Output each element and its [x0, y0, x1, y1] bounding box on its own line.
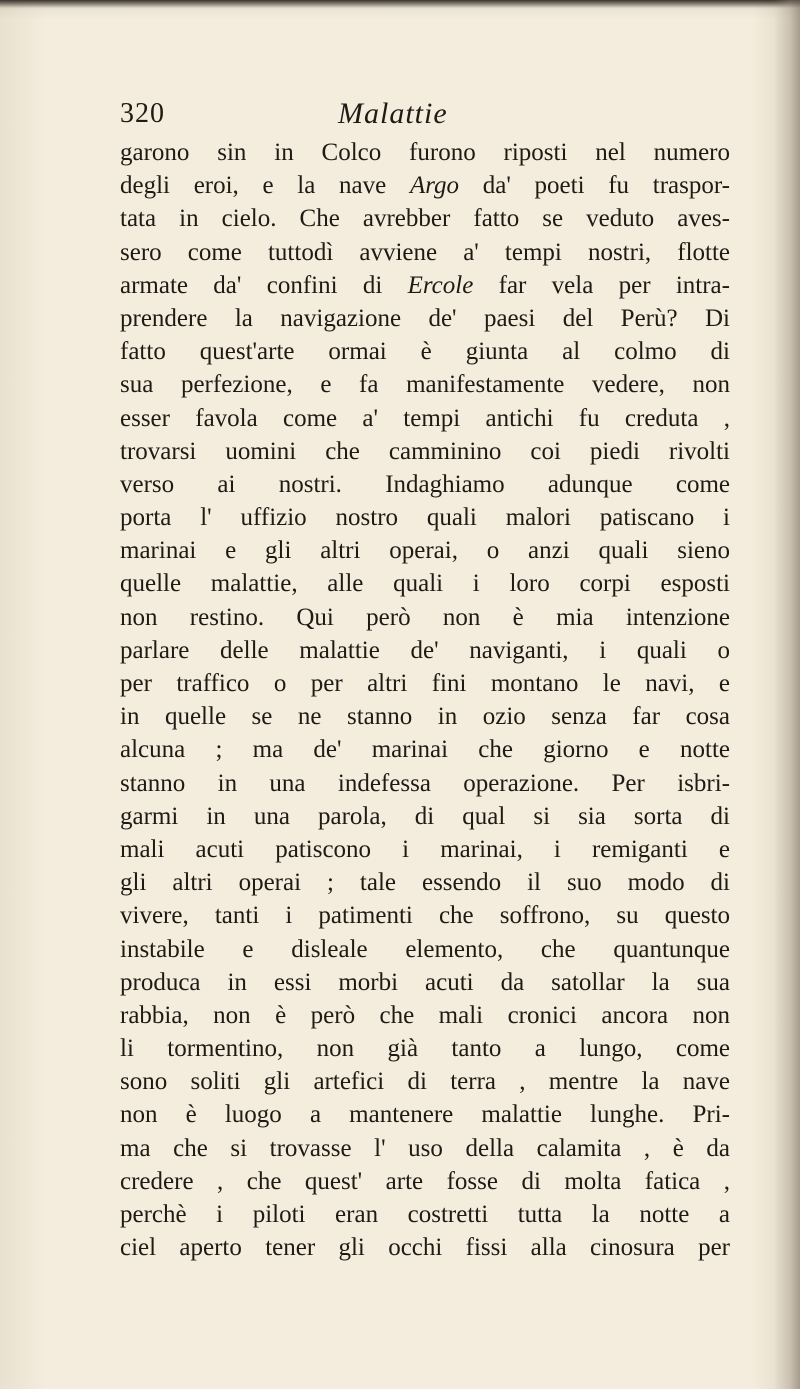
text-line: trovarsi uomini che camminino coi piedi rivolti — [120, 437, 730, 465]
text-line: garono sin in Colco furono riposti nel numero — [120, 139, 730, 166]
text-line: porta l' uffizio nostro quali malori patiscano i — [120, 504, 730, 532]
text-line: mali acuti patiscono i marinai, i remiganti e — [120, 835, 730, 863]
text-line: tata in cielo. Che avrebber fatto se veduto aves- — [120, 205, 730, 233]
text-line: ciel aperto tener gli occhi fissi alla cinosura per — [120, 1234, 730, 1262]
text-line: quelle malattie, alle quali i loro corpi esposti — [120, 570, 730, 598]
text-line: perchè i piloti eran costretti tutta la notte a — [120, 1201, 730, 1228]
text-line: sero come tuttodì avviene a' tempi nostri, flotte — [120, 238, 730, 266]
italic-word: Ercole — [407, 271, 474, 299]
text-line: credere , che quest' arte fosse di molta fatica , — [120, 1167, 730, 1195]
text-line: vivere, tanti i patimenti che soffrono, su questo — [120, 902, 730, 930]
text-line: per traffico o per altri fini montano le navi, e — [120, 670, 730, 697]
text-line: alcuna ; ma de' marinai che giorno e notte — [120, 736, 730, 764]
body-text — [120, 136, 730, 1264]
text-line: marinai e gli altri operai, o anzi quali sieno — [120, 537, 730, 565]
text-line: prendere la navigazione de' paesi del Perù? Di — [120, 304, 730, 332]
text-line: fatto quest'arte ormai è giunta al colmo di — [120, 338, 730, 366]
page-gutter-shadow — [774, 0, 800, 1389]
text-line: garmi in una parola, di qual si sia sorta di — [120, 802, 730, 830]
text-line: instabile e disleale elemento, che quantunque — [120, 935, 730, 963]
page-number: 320 — [120, 98, 165, 129]
text-line: rabbia, non è però che mali cronici ancora non — [120, 1001, 730, 1029]
text-line: degli eroi, e la nave Argo da' poeti fu traspor- — [120, 172, 730, 200]
text-line: sua perfezione, e fa manifestamente vedere, non — [120, 371, 730, 399]
text-line: armate da' confini di Ercole far vela per intra- — [120, 271, 730, 299]
text-line: li tormentino, non già tanto a lungo, come — [120, 1035, 730, 1063]
text-line: ma che si trovasse l' uso della calamita , è da — [120, 1134, 730, 1162]
running-title: Malattie — [338, 97, 448, 130]
text-line: non restino. Qui però non è mia intenzione — [120, 603, 730, 631]
page-header — [120, 96, 730, 136]
text-line: parlare delle malattie de' naviganti, i quali o — [120, 636, 730, 664]
text-line: in quelle se ne stanno in ozio senza far cosa — [120, 703, 730, 731]
text-line: gli altri operai ; tale essendo il suo modo di — [120, 869, 730, 897]
text-line: produca in essi morbi acuti da satollar la sua — [120, 968, 730, 996]
text-line: sono soliti gli artefici di terra , mentre la nave — [120, 1068, 730, 1096]
text-line: non è luogo a mantenere malattie lunghe. Pri- — [120, 1101, 730, 1129]
page-top-shadow — [0, 0, 800, 8]
italic-word: Argo — [409, 172, 460, 200]
text-line: stanno in una indefessa operazione. Per isbri- — [120, 769, 730, 797]
text-line: esser favola come a' tempi antichi fu creduta , — [120, 404, 730, 432]
text-line: verso ai nostri. Indaghiamo adunque come — [120, 470, 730, 498]
